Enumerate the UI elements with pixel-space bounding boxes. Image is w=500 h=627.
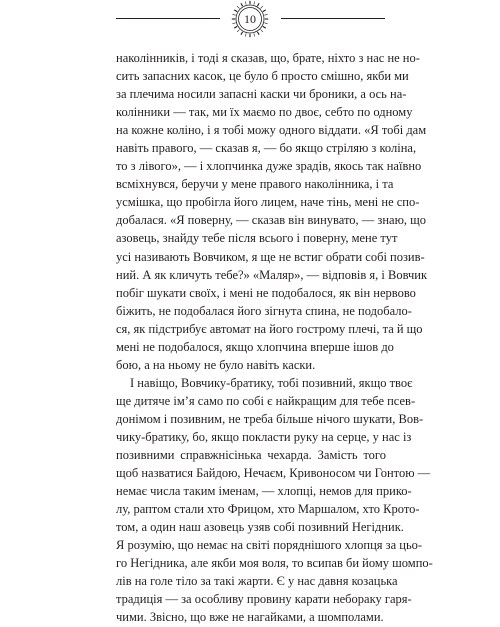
- text-line: го Негідника, але якби моя воля, то всипав би йому шомпо-: [116, 556, 433, 571]
- ornament-petal: [264, 23, 267, 24]
- text-line: традиція — за особливу провину карати небораку гаря-: [116, 592, 412, 607]
- text-line: щоб назватися Байдою, Нечаєм, Кривоносом чи Гонтою —: [116, 466, 431, 481]
- text-line: колінники — так, ми їх маємо по двоє, себто по одному: [116, 105, 413, 120]
- text-line: то з лівого», — і хлопчинка дуже зрадів, якось так наївно: [116, 159, 422, 174]
- text-line: позивними справжнісінька чехарда. Замість того: [116, 448, 386, 463]
- ornament-petal: [257, 32, 259, 35]
- text-line: біжить, не подобалася його зігнута спина, не подобало-: [116, 303, 412, 318]
- text-line: навіть правого, — сказав я, — бо якщо стріляю з коліна,: [116, 141, 417, 156]
- text-line: всміхнувся, беручи у мене правого наколінника, і та: [116, 177, 394, 192]
- text-line: добалася. «Я поверну, — сказав він винувато, — знаю, що: [116, 213, 427, 228]
- text-line: азовець, знайду тебе після всього і поверну, мене тут: [116, 231, 398, 246]
- text-line: лу, раптом стали хто Фрицом, хто Маршалом, хто Крото-: [116, 502, 420, 517]
- text-line: лів на голе тіло за такі жарти. Є у нас давня козацька: [116, 574, 398, 589]
- text-line: том, а один наш азовець узяв собі позивний Негідник.: [116, 520, 404, 535]
- text-line: на кожне коліно, і я тобі можу одного віддати. «Я тобі дам: [116, 123, 427, 138]
- text-line: чими. Звісно, що вже не нагайками, а шомполами.: [116, 610, 384, 625]
- header-rule-right: [281, 18, 385, 19]
- ornament-petal: [241, 3, 243, 6]
- text-line: Я розумію, що немає на світі поряднішого хлопця за цьо-: [116, 538, 423, 553]
- ornament-petal: [254, 33, 255, 36]
- header-rule-left: [116, 18, 220, 19]
- ornament-petal: [257, 3, 259, 6]
- text-line: за плечима носили запасні каски чи броники, а ось на-: [116, 87, 407, 102]
- ornament-petal: [245, 1, 246, 4]
- text-line: ний. А як кличуть тебе?» «Маляр», — відповів я, і Вовчик: [116, 267, 428, 282]
- text-line: усмішка, що пробігла його лицем, наче тінь, мені не спо-: [116, 195, 420, 210]
- text-line: побіг шукати своїх, і мені не подобалося, як він нервово: [116, 285, 416, 300]
- page-number: 10: [244, 12, 256, 26]
- ornament-petal: [264, 14, 267, 15]
- text-line: донімом і позивним, не треба більше нічого шукати, Вов-: [116, 411, 424, 426]
- text-line: ся, як підстрибує автомат на його гострому плечі, та й що: [116, 321, 423, 336]
- text-line: усі називають Вовчиком, я ще не встиг обрати собі позив-: [116, 249, 425, 264]
- text-line: немає числа таким іменам, — хлопці, немов для прико-: [116, 484, 412, 499]
- ornament-petal: [241, 32, 243, 35]
- text-line: І навіщо, Вовчику-братику, тобі позивний, якщо твоє: [130, 375, 413, 390]
- text-line: сить запасних касок, це було б просто смішно, якби ми: [116, 69, 409, 84]
- text-line: чику-братику, бо, якщо покласти руку на серце, у нас із: [116, 429, 412, 444]
- text-line: ще дитяче ім’я само по собі є найкращим для тебе псев-: [116, 393, 416, 408]
- ornament-petal: [254, 1, 255, 4]
- ornament-petal: [245, 33, 246, 36]
- body-text: [116, 49, 433, 627]
- text-line: бою, а на ньому не було навіть каски.: [116, 357, 316, 372]
- text-line: наколінників, і тоді я сказав, що, брате, ніхто з нас не но-: [116, 51, 420, 65]
- text-line: мені не подобалося, якщо хлопчина вперше ішов до: [116, 339, 394, 354]
